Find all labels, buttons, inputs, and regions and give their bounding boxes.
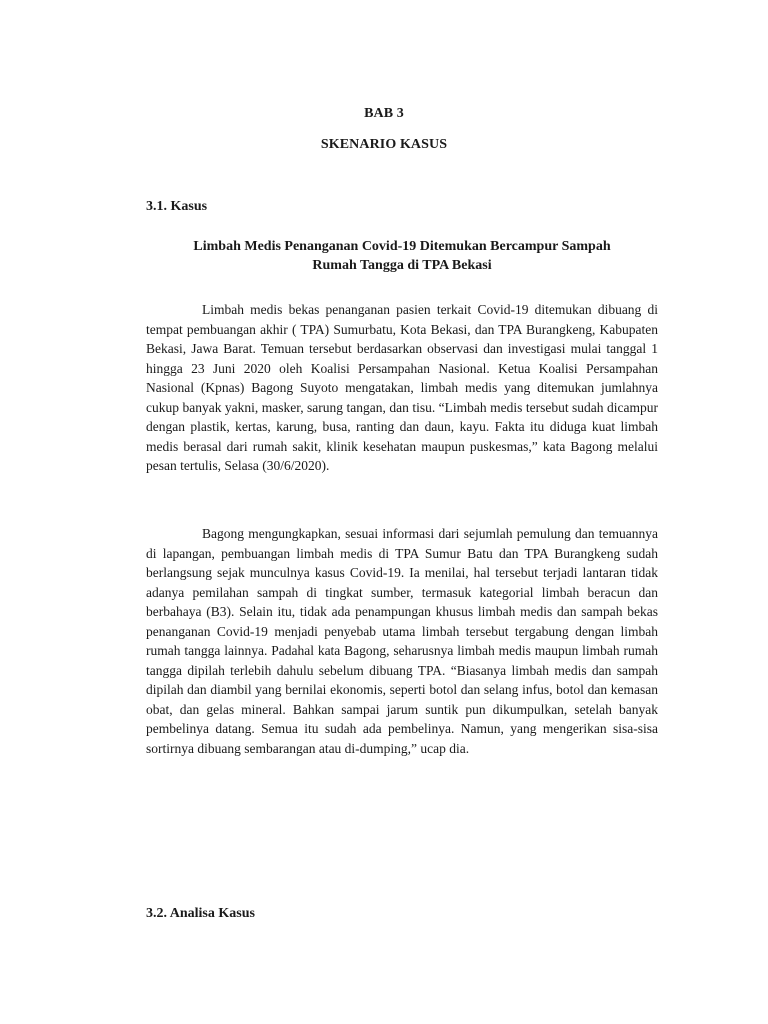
article-title bbox=[146, 237, 658, 275]
body-paragraph-1: Limbah medis bekas penanganan pasien terkait Covid-19 ditemukan dibuang di tempat pembuangan akhir ( TPA) Sumurbatu, Kota Bekasi, dan TPA Burangkeng, Kabupaten Bekasi, Jawa Barat. Temuan tersebut berdasarkan observasi dan investigasi mulai tanggal 1 hingga 23 Juni 2020 oleh Koalisi Persampahan Nasional. Ketua Koalisi Persampahan Nasional (Kpnas) Bagong Suyoto mengatakan, limbah medis yang ditemukan jumlahnya cukup banyak yakni, masker, sarung tangan, dan tisu. “Limbah medis tersebut sudah dicampur dengan plastik, kertas, karung, busa, ranting dan daun, kayu. Fakta itu diduga kuat limbah medis berasal dari rumah sakit, klinik kesehatan maupun puskesmas,” kata Bagong melalui pesan tertulis, Selasa (30/6/2020). bbox=[146, 302, 658, 473]
section-heading-analisa-kasus: 3.2. Analisa Kasus bbox=[146, 906, 255, 921]
article-title-line-1: Limbah Medis Penanganan Covid-19 Ditemukan Bercampur Sampah bbox=[193, 239, 611, 254]
article-title-line-2: Rumah Tangga di TPA Bekasi bbox=[312, 258, 492, 273]
chapter-title: SKENARIO KASUS bbox=[320, 137, 448, 152]
chapter-number: BAB 3 bbox=[364, 106, 404, 121]
body-paragraph-2: Bagong mengungkapkan, sesuai informasi dari sejumlah pemulung dan temuannya di lapangan, pembuangan limbah medis di TPA Sumur Batu dan TPA Burangkeng sudah berlangsung sejak munculnya kasus Covid-19. Ia menilai, hal tersebut terjadi lantaran tidak adanya pemilahan sampah di tingkat sumber, termasuk kategorial limbah beracun dan berbahaya (B3). Selain itu, tidak ada penampungan khusus limbah medis dan sampah bekas penanganan Covid-19 menjadi penyebab utama limbah tersebut tergabung dengan limbah rumah tangga lainnya. Padahal kata Bagong, seharusnya limbah medis maupun limbah rumah tangga dipilah terlebih dahulu sebelum dibuang TPA. “Biasanya limbah medis dan sampah dipilah dan diambil yang bernilai ekonomis, seperti botol dan selang infus, botol dan kemasan obat, dan gelas mineral. Bahkan sampai jarum suntik pun dikumpulkan, setelah banyak pembelinya datang. Semua itu sudah ada pembelinya. Namun, yang mengerikan sisa-sisa sortirnya dibuang sembarangan atau di-dumping,” ucap dia. bbox=[146, 526, 658, 756]
section-heading-kasus: 3.1. Kasus bbox=[146, 199, 208, 214]
